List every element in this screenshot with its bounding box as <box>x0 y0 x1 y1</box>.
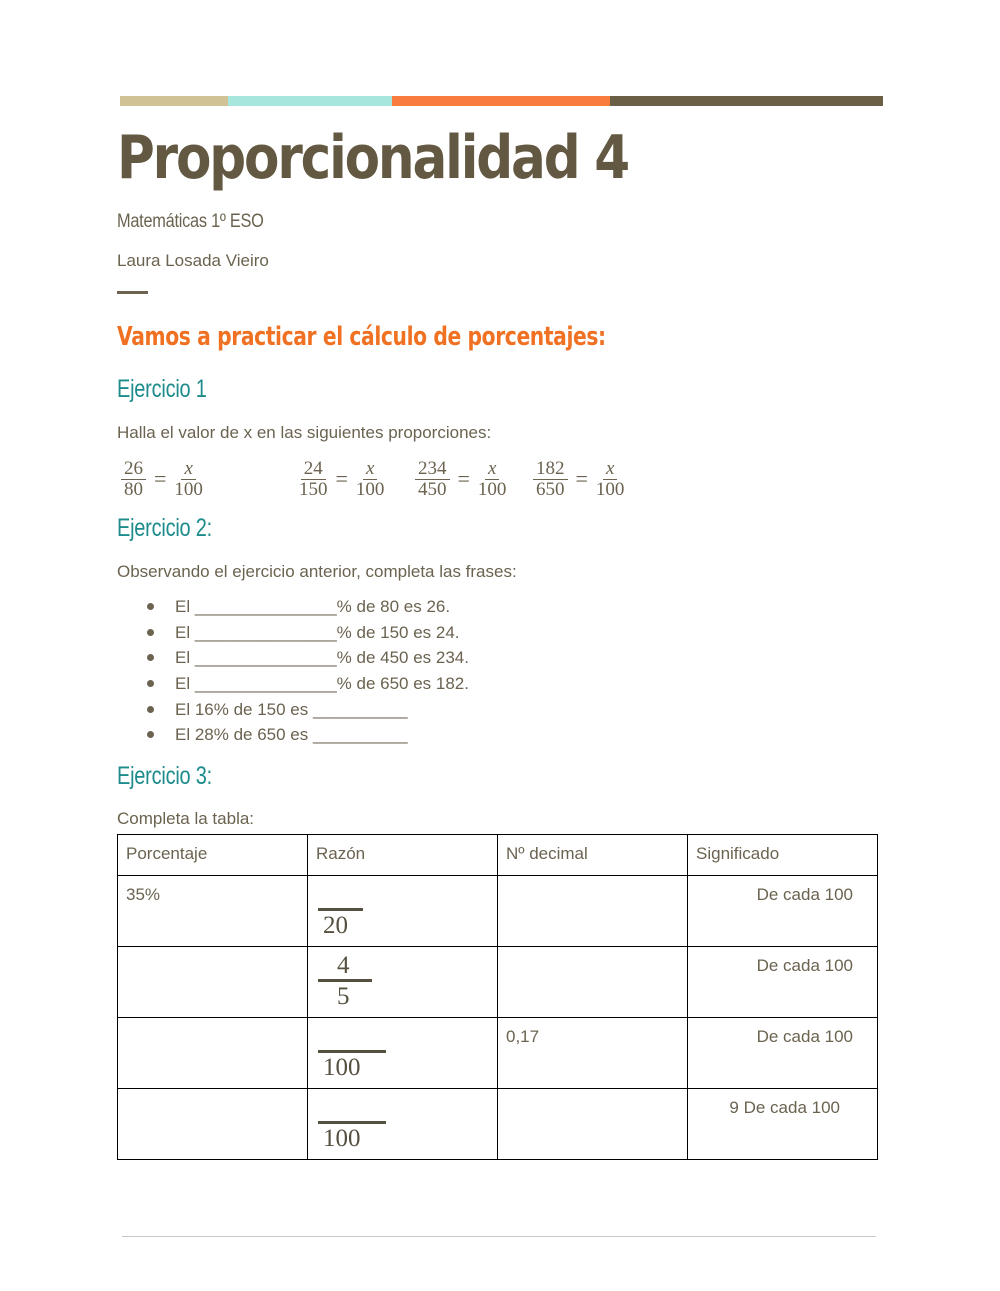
meaning-value: De cada 100 <box>756 956 853 975</box>
fraction-bar <box>318 1121 386 1124</box>
table-row <box>118 947 878 1018</box>
ratio-denominator: 20 <box>323 912 348 939</box>
bullet-icon <box>147 706 154 713</box>
fraction <box>299 459 328 500</box>
list-item <box>146 722 469 748</box>
decorative-color-bar <box>120 96 883 106</box>
equals-sign: = <box>154 466 167 491</box>
percentage-cell[interactable] <box>118 1089 308 1160</box>
fraction-numerator: 182 <box>533 459 568 480</box>
document-title: Proporcionalidad 4 <box>117 123 629 193</box>
table-row <box>118 1018 878 1089</box>
list-item <box>146 697 469 723</box>
decimal-value: 0,17 <box>506 1027 540 1046</box>
percentage-cell[interactable] <box>118 876 308 947</box>
fraction <box>415 459 450 500</box>
proportion-equation <box>299 456 384 502</box>
fraction-numerator: 234 <box>415 459 450 480</box>
column-header-decimal: Nº decimal <box>506 844 588 863</box>
fraction-denominator: 100 <box>355 478 385 500</box>
list-item-text: El _______________% de 80 es 26. <box>175 597 451 616</box>
ratio-denominator: 100 <box>323 1125 361 1152</box>
list-item <box>146 671 469 697</box>
meaning-cell[interactable] <box>688 1089 878 1160</box>
exercise-3-instruction: Completa la tabla: <box>117 809 255 828</box>
document-subtitle: Matemáticas 1º ESO <box>117 211 264 232</box>
ratio-cell[interactable] <box>308 947 498 1018</box>
fraction-bar <box>318 979 372 982</box>
ratio-denominator: 5 <box>337 983 350 1010</box>
list-item-text: El 28% de 650 es __________ <box>175 725 408 745</box>
proportion-equation <box>415 456 506 502</box>
percentage-table <box>117 834 878 1160</box>
decimal-cell[interactable] <box>498 1089 688 1160</box>
meaning-cell[interactable] <box>688 1018 878 1089</box>
footer-divider <box>122 1236 876 1237</box>
fraction-numerator: x <box>181 459 195 480</box>
sentence-list <box>146 594 469 748</box>
meaning-value: De cada 100 <box>756 1027 853 1046</box>
fraction-numerator: x <box>485 459 499 480</box>
table-header-cell <box>498 835 688 876</box>
column-header-percentage: Porcentaje <box>126 844 208 863</box>
color-bar-segment-mint <box>228 96 392 106</box>
equals-sign: = <box>575 466 588 491</box>
fraction <box>478 459 507 500</box>
fraction <box>533 459 568 500</box>
fraction-denominator: 150 <box>299 478 328 500</box>
percentage-cell[interactable] <box>118 1018 308 1089</box>
color-bar-segment-brown <box>610 96 883 106</box>
column-header-meaning: Significado <box>696 844 780 863</box>
meaning-value: De cada 100 <box>756 885 853 904</box>
color-bar-segment-tan <box>120 96 228 106</box>
list-item-text: El _______________% de 450 es 234. <box>175 648 469 668</box>
fraction-numerator: x <box>363 459 377 480</box>
meaning-cell[interactable] <box>688 876 878 947</box>
decimal-cell[interactable] <box>498 876 688 947</box>
decimal-cell[interactable] <box>498 947 688 1018</box>
ratio-cell[interactable] <box>308 1018 498 1089</box>
exercise-3-heading: Ejercicio 3: <box>117 762 212 790</box>
fraction-numerator: x <box>603 459 617 480</box>
fraction <box>121 459 146 500</box>
table-header-cell <box>118 835 308 876</box>
ratio-numerator: 4 <box>337 952 350 979</box>
proportion-equation <box>121 456 203 502</box>
exercise-2-heading: Ejercicio 2: <box>117 514 212 542</box>
equals-sign: = <box>335 466 348 491</box>
fraction-denominator: 450 <box>418 478 447 500</box>
decimal-cell[interactable] <box>498 1018 688 1089</box>
table-header-cell <box>688 835 878 876</box>
meaning-cell[interactable] <box>688 947 878 1018</box>
equals-sign: = <box>457 466 470 491</box>
table-row <box>118 876 878 947</box>
proportion-equation <box>533 456 624 502</box>
color-bar-segment-orange <box>392 96 610 106</box>
fraction-denominator: 80 <box>124 478 143 500</box>
fraction-denominator: 100 <box>174 478 203 500</box>
list-item <box>146 645 469 671</box>
exercise-1-instruction: Halla el valor de x en las siguientes proporciones: <box>117 423 492 442</box>
bullet-icon <box>147 603 154 610</box>
fraction-denominator: 100 <box>595 478 625 500</box>
list-item-text: El _______________% de 150 es 24. <box>175 622 460 642</box>
title-underline <box>117 291 148 294</box>
column-header-ratio: Razón <box>316 844 366 863</box>
fraction-denominator: 100 <box>477 478 507 500</box>
table-header-cell <box>308 835 498 876</box>
exercise-2-instruction: Observando el ejercicio anterior, completa las frases: <box>117 562 517 581</box>
bullet-icon <box>147 680 154 687</box>
author-name: Laura Losada Vieiro <box>117 251 269 270</box>
list-item-text: El _______________% de 650 es 182. <box>175 674 469 694</box>
list-item <box>146 620 469 646</box>
bullet-icon <box>147 629 154 636</box>
fraction-bar <box>318 1050 386 1053</box>
section-heading: Vamos a practicar el cálculo de porcentajes: <box>117 322 606 352</box>
list-item-text: El 16% de 150 es __________ <box>175 699 408 719</box>
fraction-numerator: 24 <box>301 459 326 480</box>
ratio-denominator: 100 <box>323 1054 361 1081</box>
fraction <box>596 459 625 500</box>
fraction-denominator: 650 <box>536 478 565 500</box>
meaning-value: 9 De cada 100 <box>729 1098 840 1117</box>
fraction <box>356 459 385 500</box>
ratio-cell[interactable] <box>308 876 498 947</box>
fraction-bar <box>318 908 363 911</box>
percentage-value: 35% <box>126 885 161 904</box>
table-row <box>118 1089 878 1160</box>
percentage-cell[interactable] <box>118 947 308 1018</box>
ratio-cell[interactable] <box>308 1089 498 1160</box>
fraction-numerator: 26 <box>121 459 146 480</box>
exercise-1-heading: Ejercicio 1 <box>117 375 207 403</box>
bullet-icon <box>147 731 154 738</box>
list-item <box>146 594 469 620</box>
table-header-row <box>118 835 878 876</box>
bullet-icon <box>147 654 154 661</box>
fraction <box>174 459 203 500</box>
